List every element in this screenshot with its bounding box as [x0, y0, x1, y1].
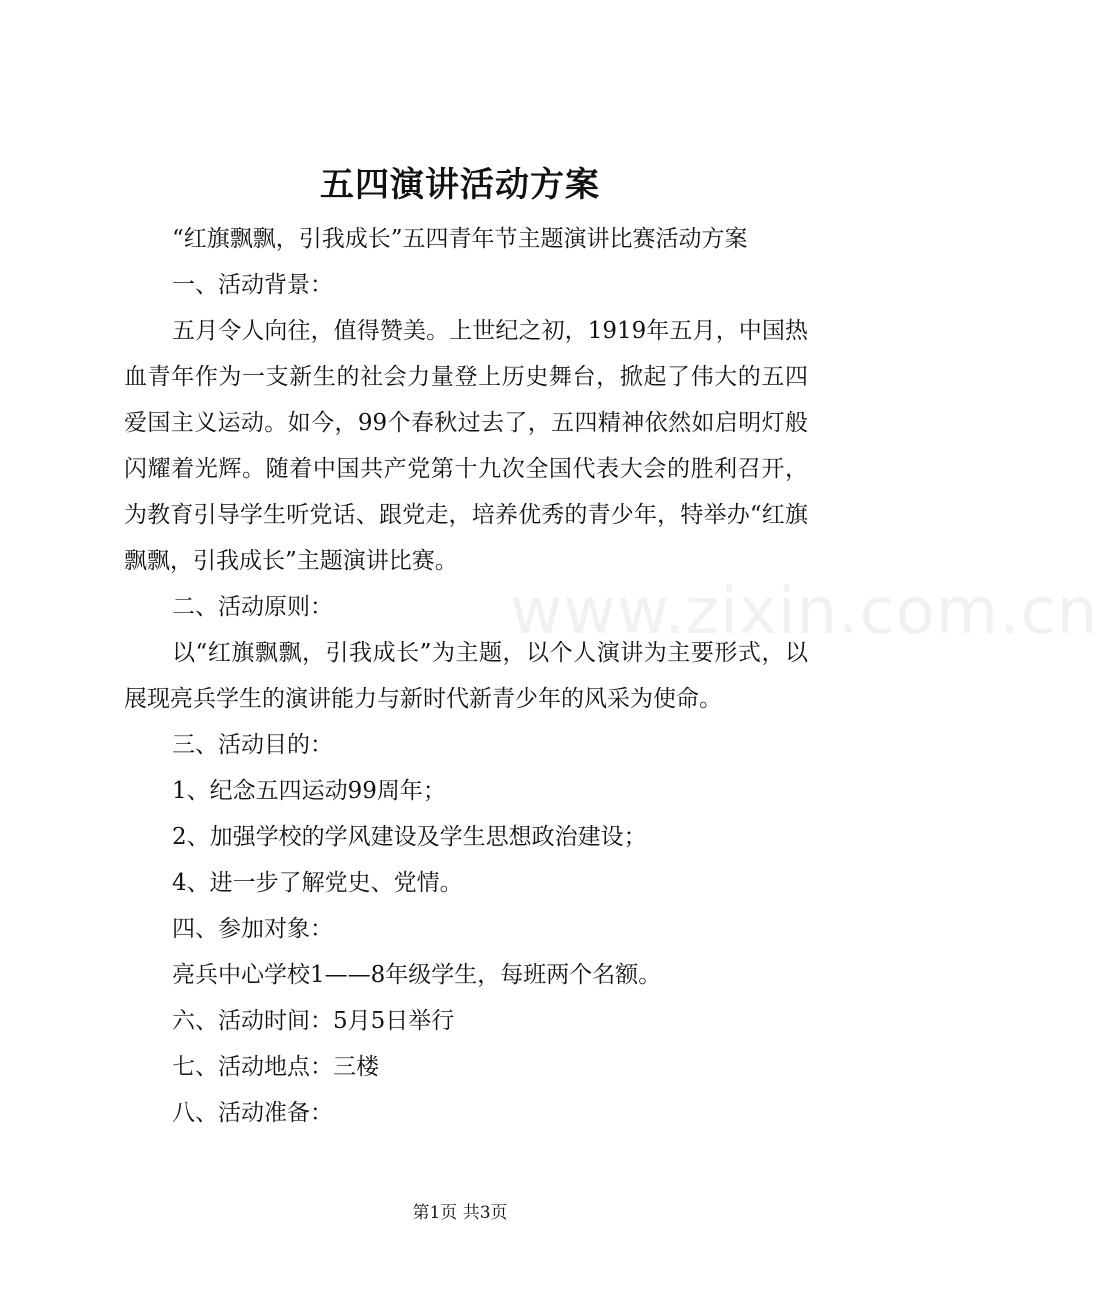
section-body-principle: 以“红旗飘飘，引我成长”为主题，以个人演讲为主要形式，以展现亮兵学生的演讲能力与新时代新青少年的风采为使命。 — [124, 640, 808, 712]
goal-item-4: 4、进一步了解党史、党情。 — [172, 870, 463, 896]
section-heading-purpose: 三、活动目的： — [172, 732, 333, 758]
document-title: 五四演讲活动方案 — [320, 165, 600, 205]
section-heading-principle: 二、活动原则： — [172, 594, 333, 620]
section-heading-participants: 四、参加对象： — [172, 916, 333, 942]
document-body — [124, 216, 808, 1136]
section-heading-preparation: 八、活动准备： — [172, 1100, 333, 1126]
goal-item-2: 2、加强学校的学风建设及学生思想政治建设； — [172, 824, 647, 850]
activity-time: 六、活动时间：5月5日举行 — [172, 1008, 455, 1034]
watermark-text: www.zixin.com.cn — [510, 575, 1098, 649]
activity-location: 七、活动地点：三楼 — [172, 1054, 379, 1080]
section-heading-background: 一、活动背景： — [172, 272, 333, 298]
participants-text: 亮兵中心学校1——8年级学生，每班两个名额。 — [172, 962, 662, 988]
goal-item-1: 1、纪念五四运动99周年； — [172, 778, 446, 804]
section-body-background: 五月令人向往，值得赞美。上世纪之初，1919年五月，中国热血青年作为一支新生的社会力量登上历史舞台，掀起了伟大的五四爱国主义运动。如今，99个春秋过去了，五四精神依然如启明灯般闪耀着光辉。随着中国共产党第十九次全国代表大会的胜利召开，为教育引导学生听党话、跟党走，培养优秀的青少年，特举办“红旗飘飘，引我成长”主题演讲比赛。 — [124, 318, 808, 574]
subtitle: “红旗飘飘，引我成长”五四青年节主题演讲比赛活动方案 — [172, 226, 748, 252]
page-indicator: 第1页 共3页 — [412, 1203, 508, 1223]
